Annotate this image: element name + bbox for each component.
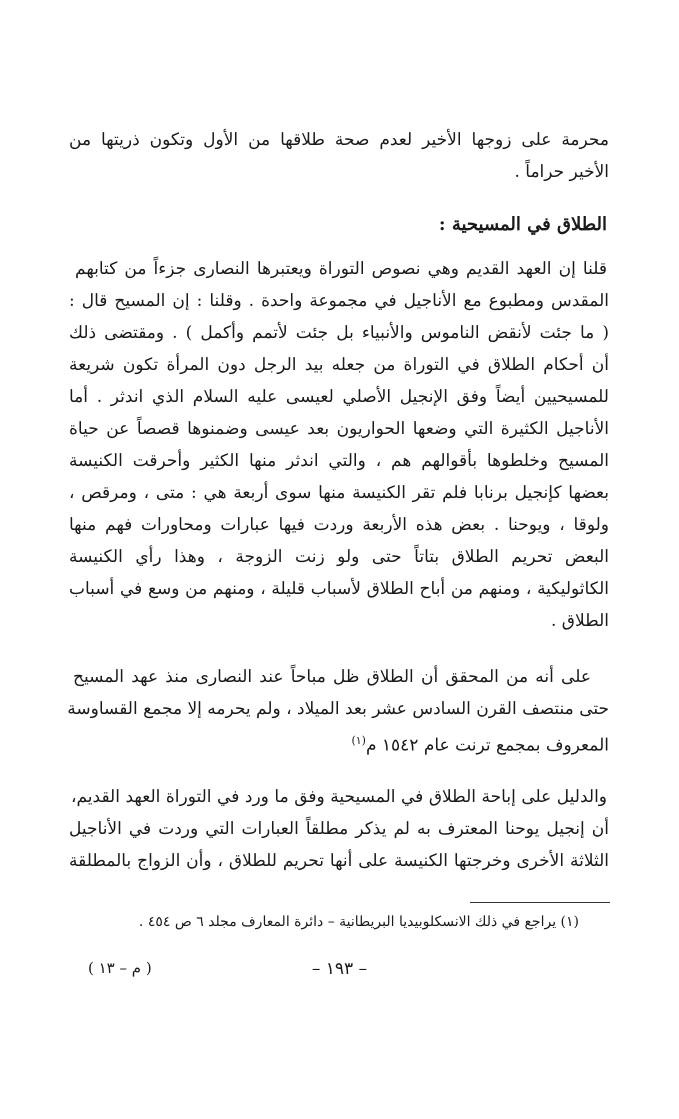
text-line: المقدس ومطبوع مع الأناجيل في مجموعة واحدة . وقلنا : إن المسيح قال : <box>69 291 609 311</box>
footnote-rule <box>470 902 610 903</box>
text-line: ولوقا ، ويوحنا . بعض هذه الأربعة وردت فيها عبارات ومحاورات فهم منها <box>69 515 609 535</box>
text-line: أن إنجيل يوحنا المعترف به لم يذكر مطلقاً العبارات التي وردت في الأناجيل <box>69 819 609 839</box>
text-line: الأناجيل الكثيرة التي وضعها الحواريون بعد عيسى وضمنوها قصصاً عن حياة <box>69 419 609 439</box>
footnote-ref: (١) <box>351 734 366 747</box>
text-span: المعروف بمجمع ترنت عام ١٥٤٢ م <box>365 735 609 756</box>
text-line: البعض تحريم الطلاق بتاتاً حتى ولو زنت الزوجة ، وهذا رأي الكنيسة <box>69 547 609 567</box>
signature-mark: ( م – ١٣ ) <box>88 959 152 977</box>
text-line: للمسيحيين أيضاً وفق الإنجيل الأصلي لعيسى عليه السلام الذي اندثر . أما <box>69 387 609 407</box>
text-line <box>69 729 609 758</box>
text-line: والدليل على إباحة الطلاق في المسيحية وفق ما ورد في التوراة العهد القديم، <box>71 787 607 807</box>
text-line: ( ما جئت لأنقض الناموس والأنبياء بل جئت لأتمم وأكمل ) . ومقتضى ذلك <box>69 323 609 343</box>
text-line: الكاثوليكية ، ومنهم من أباح الطلاق لأسباب قليلة ، ومنهم من وسع في أسباب <box>69 579 609 599</box>
text-line: حتى منتصف القرن السادس عشر بعد الميلاد ، ولم يحرمه إلا مجمع القساوسة <box>67 699 609 719</box>
text-line: الطلاق . <box>551 611 609 631</box>
section-heading: الطلاق في المسيحية : <box>438 214 607 235</box>
footnote: (١) يراجع في ذلك الانسكلوبيديا البريطانية – دائرة المعارف مجلد ٦ ص ٤٥٤ . <box>138 914 579 930</box>
text-line: قلنا إن العهد القديم وهي نصوص التوراة ويعتبرها النصارى جزءاً من كتابهم <box>75 259 607 279</box>
text-line: على أنه من المحقق أن الطلاق ظل مباحاً عند النصارى منذ عهد المسيح <box>73 667 591 687</box>
text-line: محرمة على زوجها الأخير لعدم صحة طلاقها من الأول وتكون ذريتها من <box>69 130 609 150</box>
page-number: – ١٩٣ – <box>311 959 368 979</box>
text-line: الثلاثة الأخرى وخرجتها الكنيسة على أنها تحريم للطلاق ، وأن الزواج بالمطلقة <box>69 851 609 871</box>
text-line: الأخير حراماً . <box>514 162 609 182</box>
text-line: المسيح وخلطوها بأقوالهم هم ، والتي اندثر منها الكثير وأحرقت الكنيسة <box>69 451 609 471</box>
text-line: أن أحكام الطلاق في التوراة من جعله بيد الرجل دون المرأة تكون شريعة <box>69 355 609 375</box>
text-line: بعضها كإنجيل برنابا فلم تقر الكنيسة منها سوى أربعة هي : متى ، ومرقص ، <box>69 483 609 503</box>
